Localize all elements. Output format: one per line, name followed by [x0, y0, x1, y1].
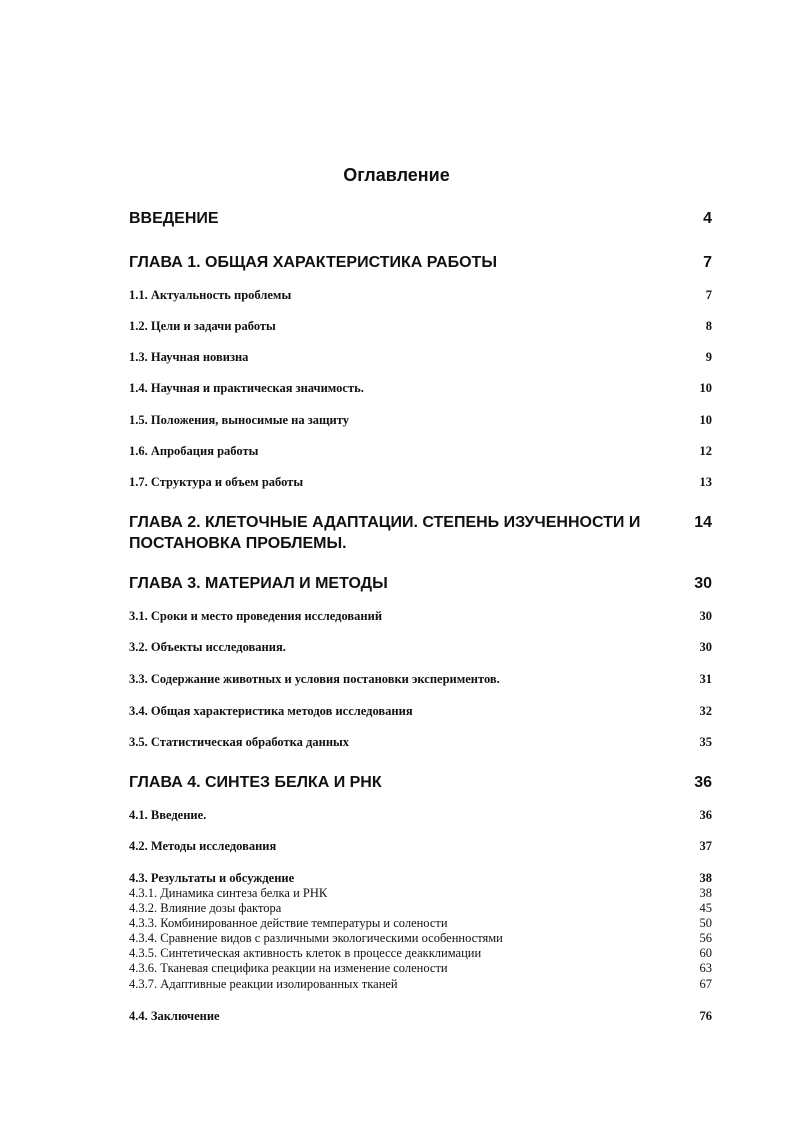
toc-entry-page: 35: [699, 735, 712, 749]
toc-entry-1-1[interactable]: [129, 288, 712, 303]
toc-entry-page: 8: [705, 319, 712, 333]
toc-entry-page: 10: [699, 413, 712, 427]
toc-entry-4-1[interactable]: [129, 808, 712, 823]
toc-entry-4-3-4[interactable]: [129, 931, 712, 946]
toc-entry-page: 60: [699, 946, 712, 960]
toc-entry-text: 3.3. Содержание животных и условия постановки экспериментов.: [129, 672, 500, 686]
toc-entry-1-3[interactable]: [129, 350, 712, 365]
toc-entry-1-4[interactable]: [129, 381, 712, 396]
toc-entry-page: 38: [699, 886, 712, 900]
toc-entry-text: ГЛАВА 2. КЛЕТОЧНЫЕ АДАПТАЦИИ. СТЕПЕНЬ ИЗУЧЕННОСТИ И ПОСТАНОВКА ПРОБЛЕМЫ.: [129, 514, 641, 552]
toc-entry-text: 4.4. Заключение: [129, 1009, 220, 1023]
toc-entry-page: 38: [699, 871, 712, 885]
toc-entry-page: 30: [694, 575, 712, 592]
toc-entry-3-5[interactable]: [129, 735, 712, 750]
toc-entry-text: 4.3.2. Влияние дозы фактора: [129, 901, 282, 915]
toc-entry-4-3-2[interactable]: [129, 901, 712, 916]
toc-entry-text: 4.3.3. Комбинированное действие температуры и солености: [129, 916, 448, 930]
toc-entry-text: 3.1. Сроки и место проведения исследований: [129, 609, 383, 623]
toc-entry-text: 4.3.1. Динамика синтеза белка и РНК: [129, 886, 328, 900]
toc-entry-text: 4.3.7. Адаптивные реакции изолированных тканей: [129, 977, 398, 991]
toc-entry-page: 76: [699, 1009, 712, 1023]
toc-entry-text: ВВЕДЕНИЕ: [129, 210, 219, 227]
toc-entry-3-4[interactable]: [129, 704, 712, 719]
toc-entry-3-1[interactable]: [129, 609, 712, 624]
toc-entry-text: ГЛАВА 1. ОБЩАЯ ХАРАКТЕРИСТИКА РАБОТЫ: [129, 254, 497, 271]
toc-entry-chapter-1[interactable]: [129, 252, 712, 273]
toc-entry-3-3[interactable]: [129, 672, 712, 687]
toc-entry-text: 1.7. Структура и объем работы: [129, 475, 304, 489]
toc-entry-text: 1.4. Научная и практическая значимость.: [129, 381, 364, 395]
toc-entry-text: 1.1. Актуальность проблемы: [129, 288, 292, 302]
toc-entry-text: ГЛАВА 4. СИНТЕЗ БЕЛКА И РНК: [129, 774, 382, 791]
toc-title: Оглавление: [343, 165, 450, 185]
toc-entry-text: 4.3.6. Тканевая специфика реакции на изменение солености: [129, 961, 448, 975]
toc-entry-page: 37: [699, 839, 712, 853]
toc-entry-4-3-5[interactable]: [129, 946, 712, 961]
toc-entry-introduction[interactable]: [129, 208, 712, 229]
toc-entry-1-6[interactable]: [129, 444, 712, 459]
toc-entry-page: 14: [694, 514, 712, 531]
toc-entry-text: 3.2. Объекты исследования.: [129, 640, 286, 654]
toc-entry-page: 36: [694, 774, 712, 791]
toc-entry-text: 1.5. Положения, выносимые на защиту: [129, 413, 349, 427]
toc-entry-1-7[interactable]: [129, 475, 712, 490]
toc-entry-page: 30: [699, 609, 712, 623]
toc-entry-text: 4.2. Методы исследования: [129, 839, 277, 853]
toc-entry-chapter-4[interactable]: [129, 772, 712, 793]
toc-entry-page: 30: [699, 640, 712, 654]
toc-entry-page: 13: [699, 475, 712, 489]
toc-entry-text: 3.4. Общая характеристика методов исследования: [129, 704, 413, 718]
toc-entry-4-3-6[interactable]: [129, 961, 712, 976]
toc-entry-page: 45: [699, 901, 712, 915]
toc-entry-3-2[interactable]: [129, 640, 712, 655]
toc-entry-page: 56: [699, 931, 712, 945]
toc-entry-page: 7: [703, 254, 712, 271]
toc-entry-page: 7: [705, 288, 712, 302]
toc-entry-4-2[interactable]: [129, 839, 712, 854]
toc-entry-4-4[interactable]: [129, 1009, 712, 1024]
toc-entry-text: 1.2. Цели и задачи работы: [129, 319, 276, 333]
toc-entry-4-3-3[interactable]: [129, 916, 712, 931]
toc-entry-text: 4.3.5. Синтетическая активность клеток в процессе деакклимации: [129, 946, 482, 960]
toc-entry-page: 10: [699, 381, 712, 395]
toc-entry-chapter-3[interactable]: [129, 573, 712, 594]
toc-entry-page: 31: [699, 672, 712, 686]
toc-entry-text: 4.3. Результаты и обсуждение: [129, 871, 295, 885]
toc-entry-text: 3.5. Статистическая обработка данных: [129, 735, 350, 749]
toc-entry-1-5[interactable]: [129, 413, 712, 428]
toc-entry-text: 1.6. Апробация работы: [129, 444, 259, 458]
toc-entry-chapter-2[interactable]: [129, 512, 712, 554]
toc-entry-page: 4: [703, 210, 712, 227]
toc-entry-page: 63: [699, 961, 712, 975]
toc-entry-page: 12: [699, 444, 712, 458]
toc-entry-page: 9: [705, 350, 712, 364]
toc-entry-4-3-7[interactable]: [129, 977, 712, 992]
toc-entry-1-2[interactable]: [129, 319, 712, 334]
toc-entry-page: 36: [699, 808, 712, 822]
toc-entry-text: 1.3. Научная новизна: [129, 350, 249, 364]
toc-entry-4-3[interactable]: [129, 871, 712, 886]
toc-entry-text: 4.1. Введение.: [129, 808, 207, 822]
toc-entry-text: ГЛАВА 3. МАТЕРИАЛ И МЕТОДЫ: [129, 575, 388, 592]
toc-entry-page: 67: [699, 977, 712, 991]
toc-entry-text: 4.3.4. Сравнение видов с различными экологическими особенностями: [129, 931, 503, 945]
toc-entry-4-3-1[interactable]: [129, 886, 712, 901]
toc-entry-page: 50: [699, 916, 712, 930]
toc-entry-page: 32: [699, 704, 712, 718]
